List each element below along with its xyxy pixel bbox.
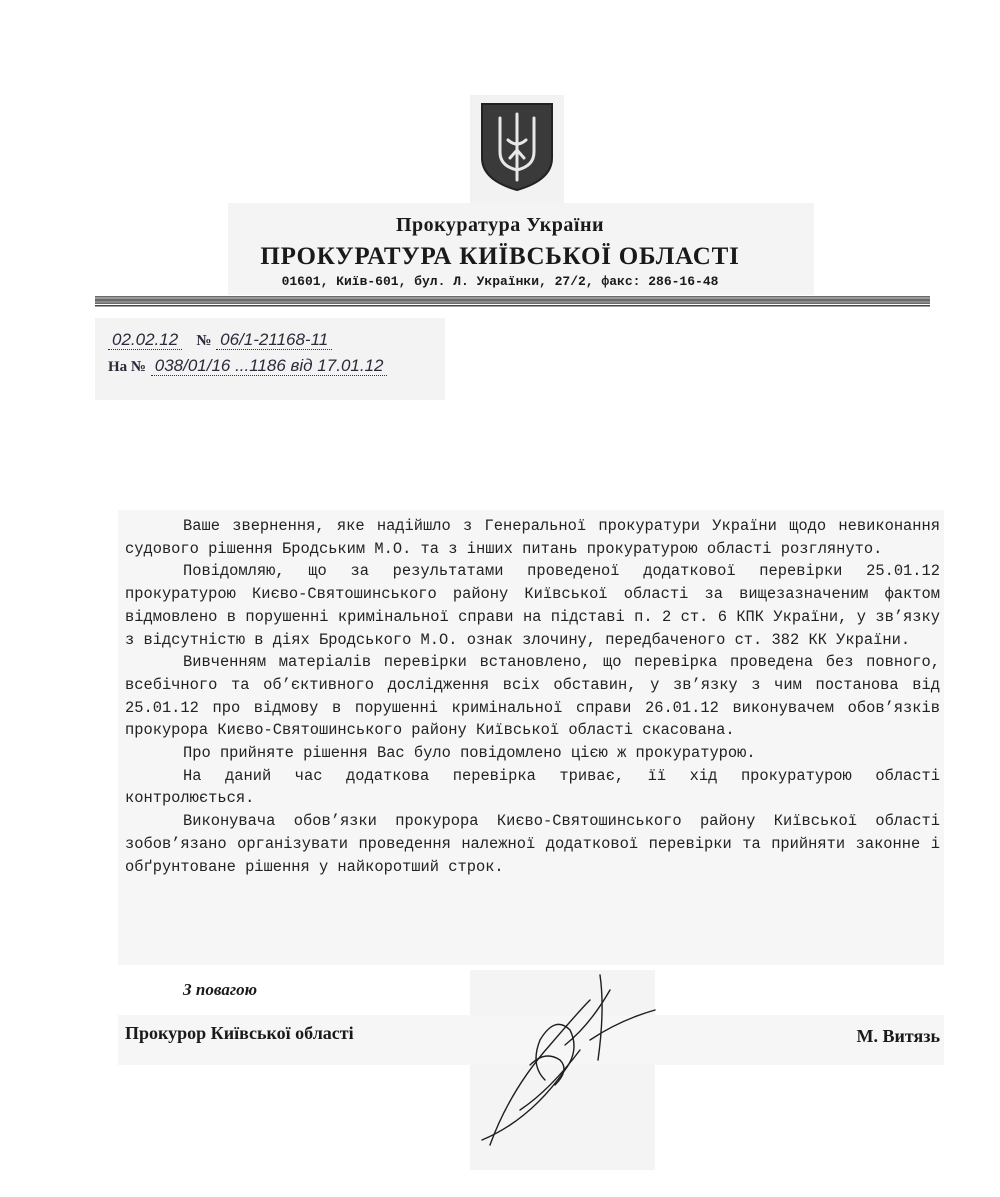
closing-regards: З повагою — [183, 980, 258, 999]
body-paragraph: Виконувача обов’язки прокурора Києво-Святошинського району Київської області зобов’язано організувати проведення належної додаткової перевірки та прийняти законне і обґрунтоване рішення у найкоротший строк. — [125, 812, 940, 876]
handwritten-signature — [470, 970, 660, 1160]
reply-number: 038/01/16 ...1186 від 17.01.12 — [151, 356, 388, 376]
letter-body — [125, 515, 940, 878]
office-address: 01601, Київ-601, бул. Л. Українки, 27/2, факс: 286-16-48 — [281, 274, 719, 289]
body-paragraph: Повідомляю, що за результатами проведеної додаткової перевірки 25.01.12 прокуратурою Києво-Святошинського району Київської області за вищезазначеним фактом відмовлено в порушенні кримінальної справи на підставі п. 2 ст. 6 КПК України, у зв’язку з відсутністю в діях Бродського М.О. ознак злочину, передбаченого ст. 382 КК України. — [125, 562, 940, 649]
signer-name: М. Витязь — [856, 1026, 940, 1046]
body-paragraph: Вивченням матеріалів перевірки встановлено, що перевірка проведена без повного, всебічного та об’єктивного дослідження всіх обставин, у зв’язку з чим постанова від 25.01.12 про відмову в порушенні кримінальної справи 26.01.12 виконувачем обов’язків прокурора Києво-Святошинського району Київської області скасована. — [125, 653, 940, 740]
reply-label: На № — [108, 359, 146, 375]
signer-title: Прокурор Київської області — [125, 1023, 354, 1043]
office-name: Прокуратура України — [396, 214, 604, 236]
page-title: ПРОКУРАТУРА КИЇВСЬКОЇ ОБЛАСТІ — [260, 243, 740, 270]
body-paragraph: Про прийняте рішення Вас було повідомлено цією ж прокуратурою. — [183, 744, 756, 763]
letter-date: 02.02.12 — [108, 330, 182, 350]
body-paragraph: Ваше звернення, яке надійшло з Генеральної прокуратури України щодо невиконання судового рішення Бродським М.О. та з інших питань прокуратурою області розглянуто. — [125, 517, 940, 558]
number-label: № — [196, 333, 212, 349]
letter-number: 06/1-21168-11 — [216, 330, 332, 350]
outgoing-reference — [108, 330, 332, 350]
incoming-reference — [108, 356, 387, 376]
coat-of-arms-icon — [478, 100, 556, 192]
body-paragraph: На даний час додаткова перевірка триває, її хід прокуратурою області контролюється. — [125, 766, 940, 808]
header-divider — [95, 294, 930, 308]
